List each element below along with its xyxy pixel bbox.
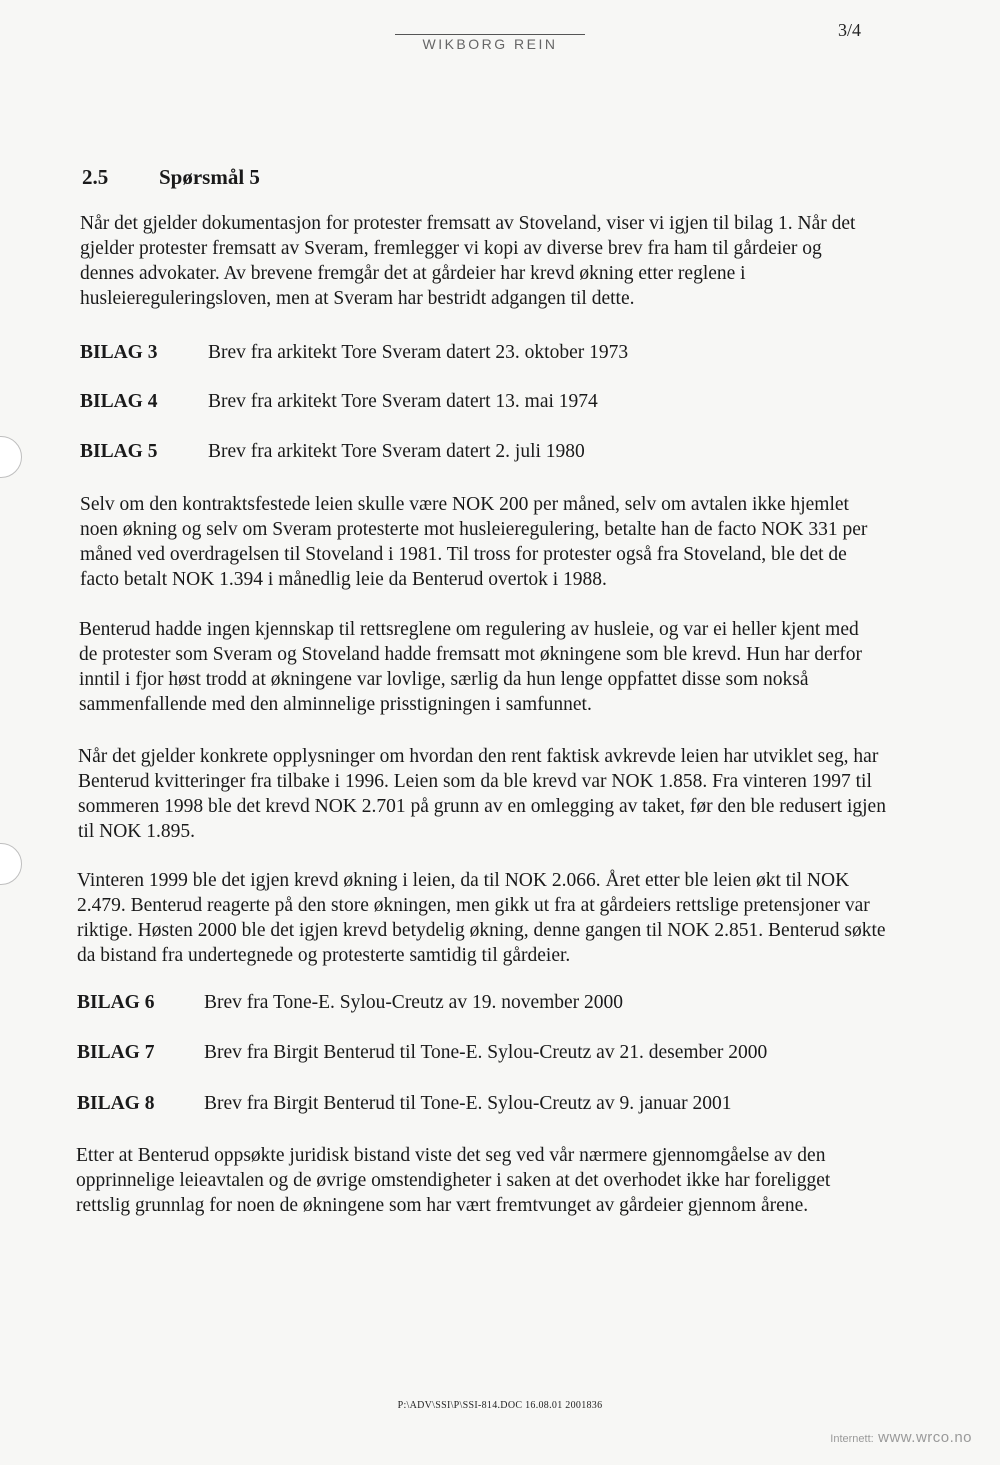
attachment-label: BILAG 7: [77, 1042, 155, 1063]
paragraph: Når det gjelder konkrete opplysninger om hvordan den rent faktisk avkrevde leien har utviklet seg, har Benterud kvitteringer fra tilbake i 1996. Leien som da ble krevd var NOK 1.858. Fra vinteren 1997 til sommeren 1998 ble det krevd NOK 2.701 på grunn av en omlegging av taket, før den ble redusert igjen til NOK 1.895.: [78, 746, 886, 842]
footer-website: [830, 1429, 972, 1447]
section-title: Spørsmål 5: [159, 165, 260, 189]
attachment-description: Brev fra arkitekt Tore Sveram datert 23. oktober 1973: [208, 342, 629, 363]
attachment-label: BILAG 8: [77, 1093, 155, 1114]
section-heading: [82, 165, 260, 190]
attachment-description: Brev fra arkitekt Tore Sveram datert 2. juli 1980: [208, 441, 585, 462]
header-rule: [395, 34, 585, 35]
website-url: www.wrco.no: [878, 1429, 972, 1446]
paragraph: Benterud hadde ingen kjennskap til rettsreglene om regulering av husleie, og var ei heller kjent med de protester som Sveram og Stoveland hadde fremsatt mot økningene som ble krevd. Hun har derfor inntil i fjor høst trodd at økningene var lovlige, særlig da hun lenge oppfattet disse som nokså sammenfallende med den alminnelige prisstigningen i samfunnet.: [79, 619, 863, 715]
website-label: Internett:: [830, 1433, 874, 1445]
paragraph: Selv om den kontraktsfestede leien skulle være NOK 200 per måned, selv om avtalen ikke hjemlet noen økning og selv om Sveram protesterte mot husleieregulering, betalte han de facto NOK 331 per måned ved overdragelsen til Stoveland i 1981. Til tross for protester også fra Stoveland, ble det de facto betalt NOK 1.394 i månedlig leie da Benterud overtok i 1988.: [80, 494, 868, 590]
attachment-label: BILAG 4: [80, 391, 158, 412]
attachment-label: BILAG 5: [80, 441, 158, 462]
punch-hole: [0, 843, 22, 885]
attachment-label: BILAG 3: [80, 342, 158, 363]
paragraph: Etter at Benterud oppsøkte juridisk bistand viste det seg ved vår nærmere gjennomgåelse av den opprinnelige leieavtalen og de øvrige omstendigheter i saken at det overhodet ikke har foreligget rettslig grunnlag for noen de økningene som har vært fremtvunget av gårdeier gjennom årene.: [76, 1145, 831, 1216]
attachment-description: Brev fra Birgit Benterud til Tone-E. Sylou-Creutz av 21. desember 2000: [204, 1042, 768, 1063]
attachment-description: Brev fra arkitekt Tore Sveram datert 13. mai 1974: [208, 391, 598, 412]
attachment-label: BILAG 6: [77, 992, 155, 1013]
attachment-description: Brev fra Tone-E. Sylou-Creutz av 19. november 2000: [204, 992, 624, 1013]
footer-file-path: P:\ADV\SSI\P\SSI-814.DOC 16.08.01 2001836: [397, 1400, 603, 1411]
paragraph: Vinteren 1999 ble det igjen krevd økning i leien, da til NOK 2.066. Året etter ble leien økt til NOK 2.479. Benterud reagerte på den store økningen, men gikk ut fra at gårdeiers rettslige pretensjoner var riktige. Høsten 2000 ble det igjen krevd betydelig økning, denne gangen til NOK 2.851. Benterud søkte da bistand fra undertegnede og protesterte samtidig til gårdeier.: [77, 870, 886, 966]
firm-logo: WIKBORG REIN: [422, 36, 558, 52]
paragraph: Når det gjelder dokumentasjon for protester fremsatt av Stoveland, viser vi igjen til bilag 1. Når det gjelder protester fremsatt av Sveram, fremlegger vi kopi av diverse brev fra ham til gårdeier og dennes advokater. Av brevene fremgår det at gårdeier har krevd økning etter reglene i husleiereguleringsloven, men at Sveram har bestridt adgangen til dette.: [80, 213, 856, 309]
page-number: 3/4: [838, 20, 862, 40]
attachment-description: Brev fra Birgit Benterud til Tone-E. Sylou-Creutz av 9. januar 2001: [204, 1093, 732, 1114]
punch-hole: [0, 436, 22, 478]
section-number: 2.5: [82, 165, 109, 189]
